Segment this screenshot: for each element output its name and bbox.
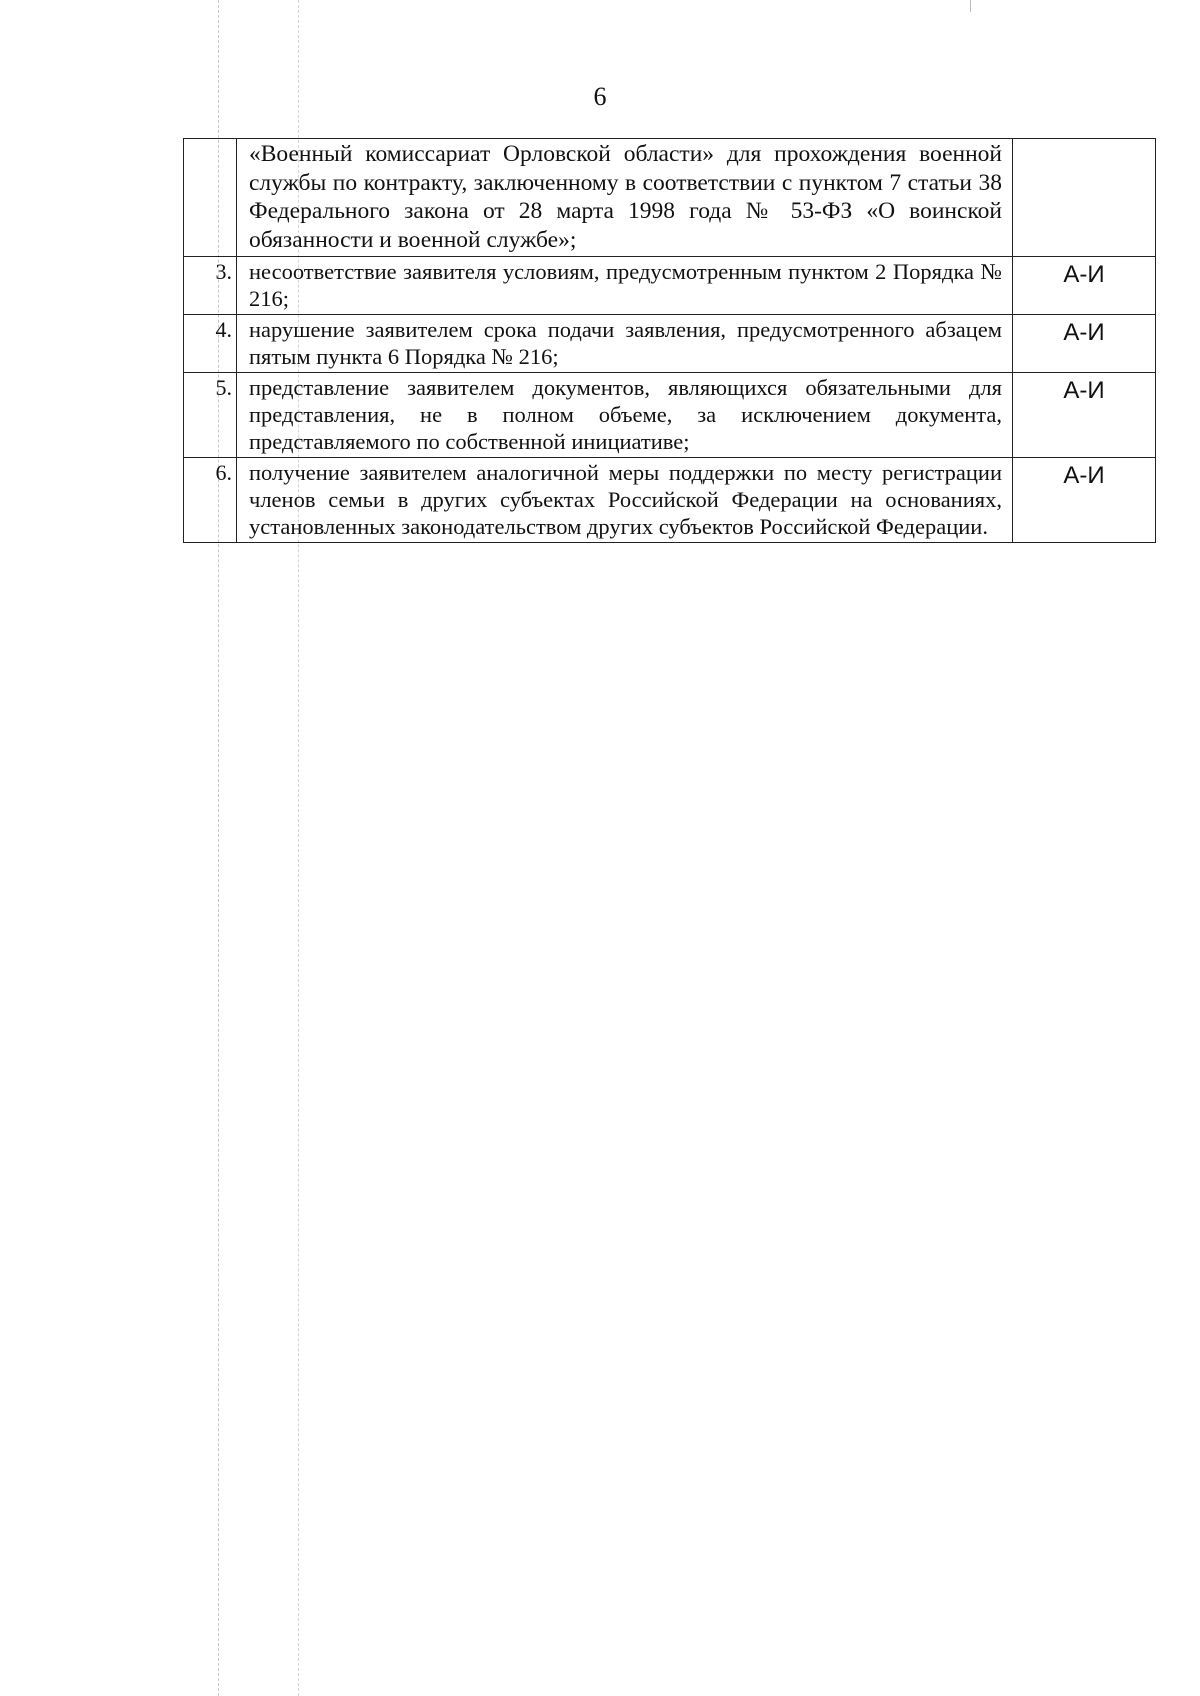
row-text: несоответствие заявителя условиям, предусмотренным пунктом 2 Порядка № 216; <box>237 257 1013 315</box>
table-row <box>184 458 1156 543</box>
row-text: «Военный комиссариат Орловской области» для прохождения военной службы по контракту, заключенному в соответствии с пунктом 7 статьи 38 Федерального закона от 28 марта 1998 года № 53-ФЗ «О воинской обязанности и военной службе»; <box>237 139 1013 257</box>
conditions-table <box>183 138 1156 543</box>
table-row <box>184 373 1156 458</box>
row-text: нарушение заявителем срока подачи заявления, предусмотренного абзацем пятым пункта 6 Порядка № 216; <box>237 315 1013 373</box>
table-row <box>184 315 1156 373</box>
table-row <box>184 139 1156 257</box>
row-number: 5. <box>184 373 237 458</box>
scan-artifact-line <box>970 0 971 12</box>
table-row <box>184 257 1156 315</box>
row-code: А-И <box>1013 458 1156 543</box>
row-text: представление заявителем документов, являющихся обязательными для представления, не в полном объеме, за исключением документа, представляемого по собственной инициативе; <box>237 373 1013 458</box>
row-code: А-И <box>1013 315 1156 373</box>
row-code: А-И <box>1013 257 1156 315</box>
row-number: 6. <box>184 458 237 543</box>
row-text: получение заявителем аналогичной меры поддержки по месту регистрации членов семьи в других субъектах Российской Федерации на основаниях, установленных законодательством других субъектов Российской Федерации. <box>237 458 1013 543</box>
row-code <box>1013 139 1156 257</box>
row-number: 3. <box>184 257 237 315</box>
page-number: 6 <box>593 82 607 111</box>
row-number <box>184 139 237 257</box>
row-code: А-И <box>1013 373 1156 458</box>
row-number: 4. <box>184 315 237 373</box>
